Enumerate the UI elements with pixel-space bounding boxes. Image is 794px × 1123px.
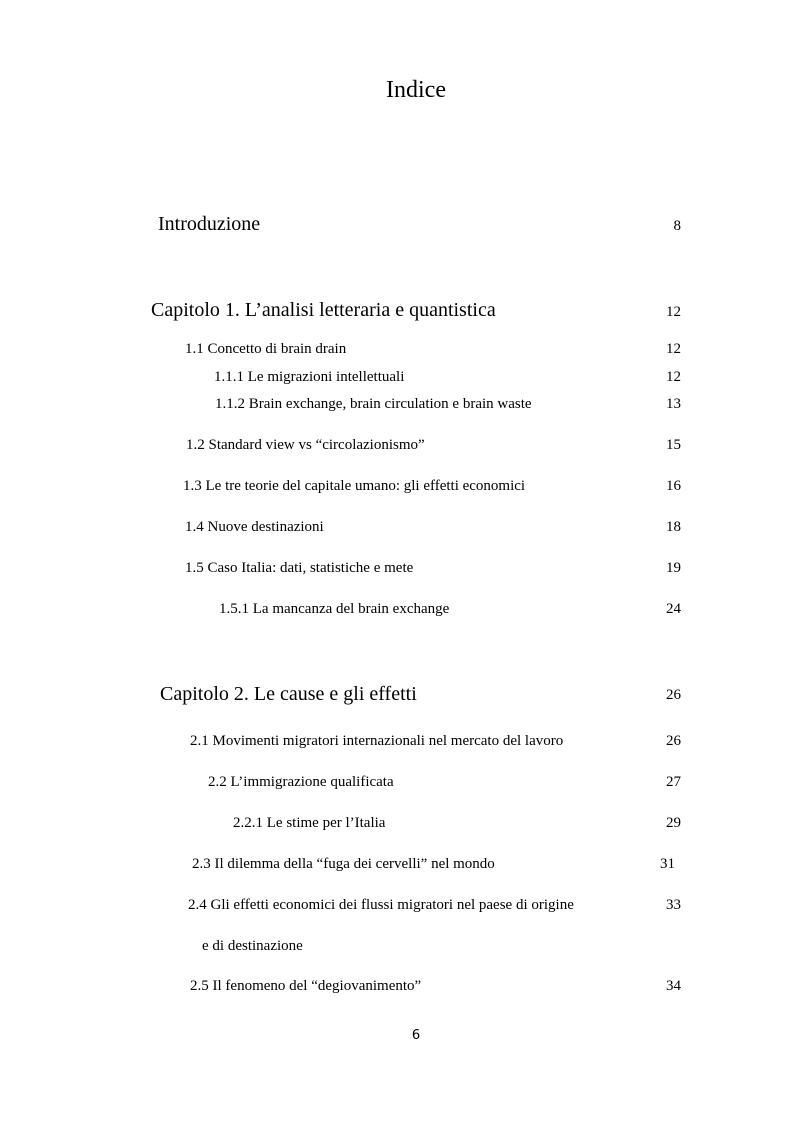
toc-page-capitolo-2: 26 (666, 687, 681, 703)
toc-page-1-1-1: 12 (666, 369, 681, 385)
toc-page-1-5: 19 (666, 560, 681, 576)
toc-entry-1-2: 1.2 Standard view vs “circolazionismo” (186, 437, 425, 453)
toc-entry-2-2: 2.2 L’immigrazione qualificata (208, 774, 394, 790)
toc-entry-1-5-1: 1.5.1 La mancanza del brain exchange (219, 601, 450, 617)
toc-page-2-2: 27 (666, 774, 681, 790)
toc-page-2-3: 31 (660, 856, 675, 872)
toc-entry-2-2-1: 2.2.1 Le stime per l’Italia (233, 815, 386, 831)
toc-page-capitolo-1: 12 (666, 304, 681, 320)
toc-entry-capitolo-1: Capitolo 1. L’analisi letteraria e quantistica (151, 299, 496, 321)
toc-page-1-3: 16 (666, 478, 681, 494)
toc-entry-2-5: 2.5 Il fenomeno del “degiovanimento” (190, 978, 422, 994)
toc-entry-capitolo-2: Capitolo 2. Le cause e gli effetti (160, 683, 417, 705)
toc-page-1-4: 18 (666, 519, 681, 535)
toc-entry-2-4-continued: e di destinazione (202, 938, 303, 954)
toc-page-2-2-1: 29 (666, 815, 681, 831)
toc-entry-1-3: 1.3 Le tre teorie del capitale umano: gli effetti economici (183, 478, 526, 494)
toc-page-1-2: 15 (666, 437, 681, 453)
toc-page-introduzione: 8 (673, 218, 681, 234)
toc-page-1-5-1: 24 (666, 601, 681, 617)
page-title: Indice (386, 77, 446, 103)
toc-entry-2-1: 2.1 Movimenti migratori internazionali nel mercato del lavoro (190, 733, 564, 749)
page-number: 6 (411, 1028, 421, 1043)
toc-page-2-5: 34 (666, 978, 681, 994)
toc-entry-1-1-1: 1.1.1 Le migrazioni intellettuali (214, 369, 405, 385)
toc-page-2-1: 26 (666, 733, 681, 749)
toc-entry-2-3: 2.3 Il dilemma della “fuga dei cervelli” nel mondo (192, 856, 495, 872)
toc-page-2-4: 33 (666, 897, 681, 913)
toc-page-1-1-2: 13 (666, 396, 681, 412)
toc-page-1-1: 12 (666, 341, 681, 357)
toc-entry-2-4: 2.4 Gli effetti economici dei flussi migratori nel paese di origine (188, 897, 574, 913)
toc-entry-1-1: 1.1 Concetto di brain drain (185, 341, 347, 357)
toc-entry-1-5: 1.5 Caso Italia: dati, statistiche e mete (185, 560, 414, 576)
toc-entry-introduzione: Introduzione (158, 213, 261, 235)
toc-entry-1-1-2: 1.1.2 Brain exchange, brain circulation e brain waste (215, 396, 532, 412)
toc-entry-1-4: 1.4 Nuove destinazioni (185, 519, 324, 535)
